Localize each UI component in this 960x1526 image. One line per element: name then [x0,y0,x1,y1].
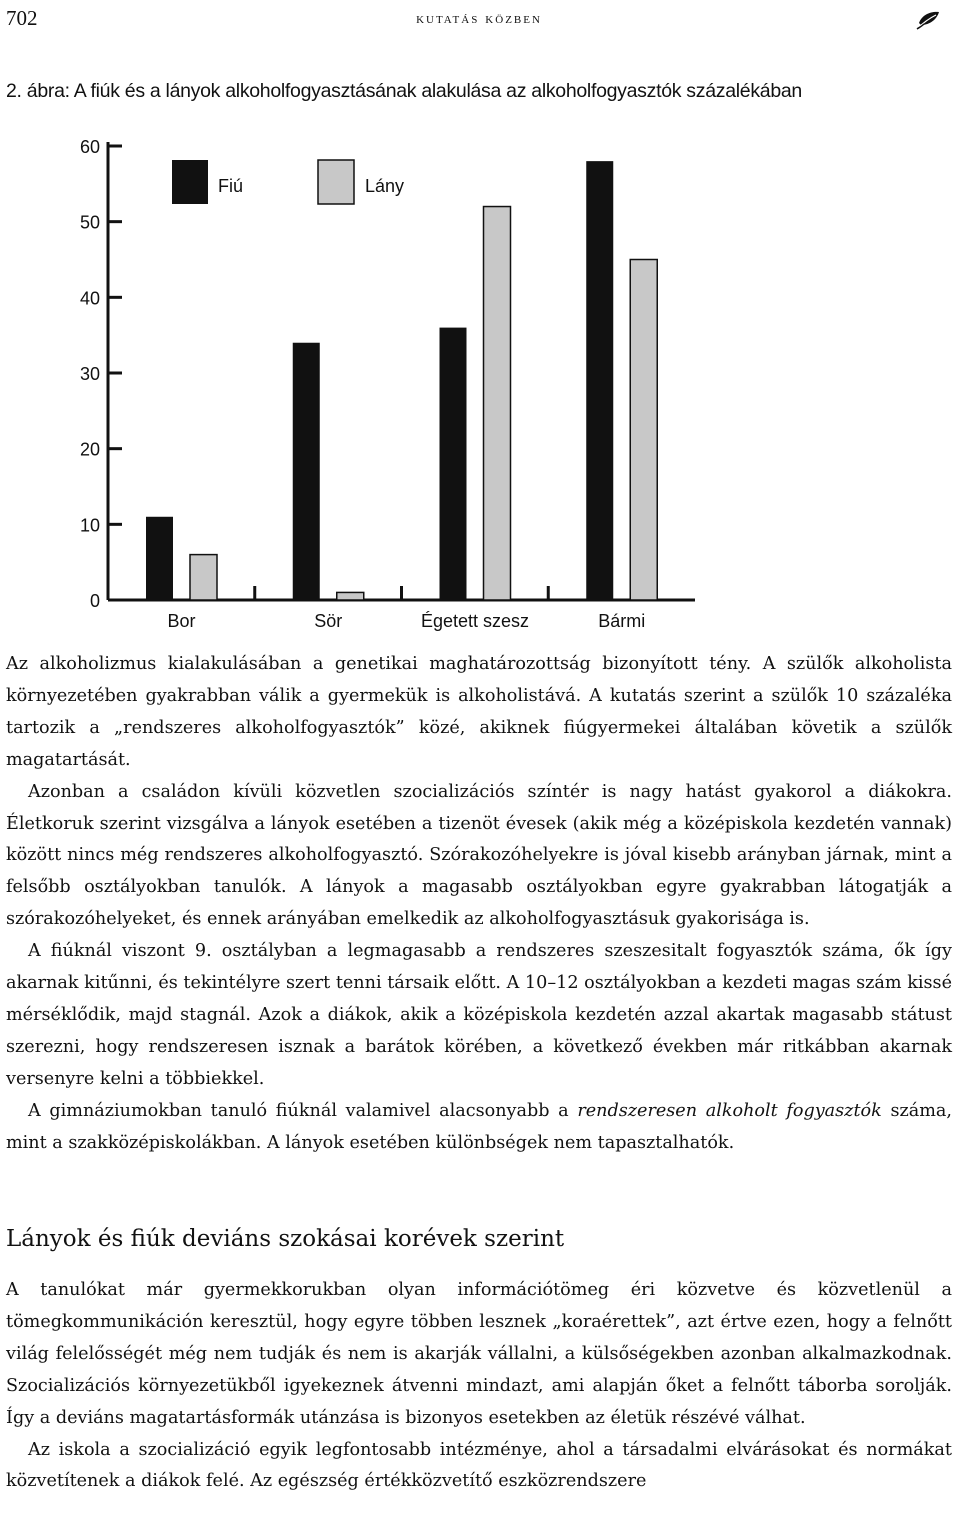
legend-label-lány: Lány [365,176,405,196]
y-tick-label: 10 [79,515,100,536]
bar-lány-0 [190,555,217,600]
section-heading: Lányok és fiúk deviáns szokásai korévek szerint [6,1226,565,1252]
y-tick-label: 20 [79,439,100,460]
paragraph: A fiúknál viszont 9. osztályban a legmagasabb a rendszeres szeszesitalt fogyasztók száma, ők így akarnak kitűnni, és tekintélyre szert tenni társaik előtt. A 10–12 osztályokban a kezdeti magas szám kissé mérséklődik, majd stagnál. Azok a diákok, akik a középiskola kezdetén azzal akartak magasabb státust szerezni, hogy rendszeresen isznak a barátok körében, a következő években már ritkábban akarnak versenyre kelni a többiekkel. [6,941,952,1089]
y-tick-label: 60 [79,137,100,157]
x-tick-label: Sör [314,611,343,631]
bar-fiú-1 [293,343,320,600]
page-header [6,6,952,34]
paragraph: Az iskola a szocializáció egyik legfontosabb intézménye, ahol a társadalmi elvárásokat és normákat közvetítenek a diákok felé. Az egészség értékközvetítő eszközrendszere [6,1439,952,1492]
body-text [6,649,952,1160]
bar-chart [60,130,720,640]
emphasized-term: rendszeresen alkoholt fogyasztók [577,1100,882,1121]
x-tick-label: Égetett szesz [420,611,530,631]
legend-label-fiú: Fiú [218,176,244,196]
bar-lány-2 [484,207,511,600]
paragraph: A tanulókat már gyermekkorukban olyan információtömeg éri közvetve és közvetlenül a tömegkommunikáción keresztül, hogy egyre többen lesznek „koraérettek”, azt értve ezen, hogy a felnőtt világ felelősségét még nem tudják és nem is akarják vállalni, a külsőségekben azonban alkalmazkodnak. Szocializációs környezetükből igyekeznek átvenni mindazt, ami alapján őket a felnőtt táborba sorolják. Így a deviáns magatartásformák utánzása is bizonyos esetekben az életük részévé válhat. [6,1280,952,1428]
x-tick-label: Bármi [598,611,646,631]
paragraph: Azonban a családon kívüli közvetlen szocializációs színtér is nagy hatást gyakorol a diákokra. Életkoruk szerint vizsgálva a lányok esetében a tizenöt évesek (akik még a középiskola kezdetén vannak) között nincs még rendszeres alkoholfogyasztó. Szórakozóhelyekre is jóval kisebb arányban járnak, mint a felsőbb osztályokban tanulók. A lányok a magasabb osztályokban egyre gyakrabban látogatják a szórakozóhelyeket, és ennek arányában emelkedik az alkoholfogyasztásuk gyakorisága is. [6,781,952,930]
bar-fiú-3 [586,161,613,600]
page-number: 702 [6,6,38,30]
y-tick-label: 0 [89,591,100,611]
bar-fiú-2 [440,328,467,600]
section-body [6,1275,952,1498]
paragraph: Az alkoholizmus kialakulásában a genetikai maghatározottság bizonyított tény. A szülők alkoholista környezetében gyakrabban válik a gyermekük is alkoholistává. A kutatás szerint a szülők 10 százaléka tartozik a „rendszeres alkoholfogyasztók” közé, akiknek fiúgyermekei általában követik a szülők magatartását. [6,654,952,770]
paragraph [6,1096,952,1160]
y-tick-label: 50 [79,212,100,233]
y-tick-label: 30 [79,364,100,384]
figure-caption: 2. ábra: A fiúk és a lányok alkoholfogyasztásának alakulása az alkoholfogyasztók százalékában [6,80,802,102]
paragraph-text: száma, mint a szakközépiskolákban. A lányok esetében különbségek nem tapasztalhatók. [6,1100,952,1153]
legend-swatch-lány [318,160,354,204]
bar-lány-1 [337,592,364,600]
bar-fiú-0 [146,517,173,600]
x-tick-label: Bor [167,611,196,631]
leaf-ornament-icon [916,8,942,30]
paragraph-text: A gimnáziumokban tanuló fiúknál valamivel alacsonyabb a [28,1100,578,1121]
running-title: kutatás közben [416,10,542,27]
legend-swatch-fiú [172,160,208,204]
y-tick-label: 40 [79,288,100,309]
bar-lány-3 [630,260,657,601]
